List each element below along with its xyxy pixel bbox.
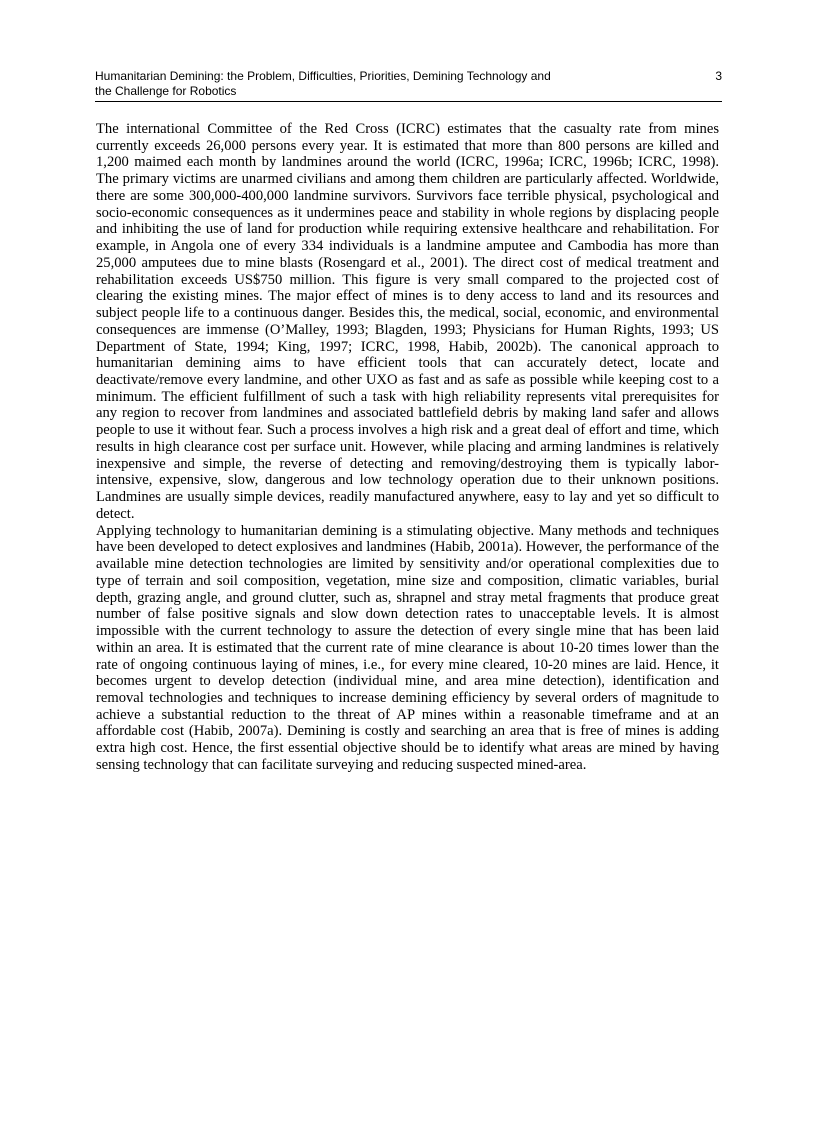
running-header-title-line-1: Humanitarian Demining: the Problem, Difficulties, Priorities, Demining Technology and	[95, 69, 551, 83]
running-header-title-line-2: the Challenge for Robotics	[95, 84, 237, 98]
running-header	[95, 69, 722, 102]
body-text	[96, 121, 719, 774]
running-header-title	[95, 69, 655, 99]
paragraph-technology: Applying technology to humanitarian demining is a stimulating objective. Many methods and techniques have been developed to detect explosives and landmines (Habib, 2001a). However, the performance of the available mine detection technologies are limited by sensitivity and/or operational complexities due to type of terrain and soil composition, vegetation, mine size and composition, climatic variables, burial depth, grazing angle, and ground clutter, such as, shrapnel and stray metal fragments that produce great number of false positive signals and slow down detection rates to unacceptable levels. It is almost impossible with the current technology to assure the detection of every single mine that has been laid within an area. It is estimated that the current rate of mine clearance is about 10-20 times lower than the rate of ongoing continuous laying of mines, i.e., for every mine cleared, 10-20 mines are laid. Hence, it becomes urgent to develop detection (individual mine, and area mine detection), identification and removal technologies and techniques to increase demining efficiency by several orders of magnitude to achieve a substantial reduction to the threat of AP mines within a reasonable timeframe and at an affordable cost (Habib, 2007a). Demining is costly and searching an area that is free of mines is adding extra high cost. Hence, the first essential objective should be to identify what areas are mined by having sensing technology that can facilitate surveying and reducing suspected mined-area.	[96, 522, 719, 773]
page-number: 3	[715, 69, 722, 83]
paragraph-casualties: The international Committee of the Red Cross (ICRC) estimates that the casualty rate from mines currently exceeds 26,000 persons every year. It is estimated that more than 800 persons are killed and 1,200 maimed each month by landmines around the world (ICRC, 1996a; ICRC, 1996b; ICRC, 1998). The primary victims are unarmed civilians and among them children are particularly affected. Worldwide, there are some 300,000-400,000 landmine survivors. Survivors face terrible physical, psychological and socio-economic consequences as it undermines peace and stability in whole regions by displacing people and inhibiting the use of land for production while requiring extensive healthcare and rehabilitation. For example, in Angola one of every 334 individuals is a landmine amputee and Cambodia has more than 25,000 amputees due to mine blasts (Rosengard et al., 2001). The direct cost of medical treatment and rehabilitation exceeds US$750 million. This figure is very small compared to the projected cost of clearing the existing mines. The major effect of mines is to deny access to land and its resources and subject people life to a continuous danger. Besides this, the medical, social, economic, and environmental consequences are immense (O’Malley, 1993; Blagden, 1993; Physicians for Human Rights, 1993; US Department of State, 1994; King, 1997; ICRC, 1998, Habib, 2002b). The canonical approach to humanitarian demining aims to have efficient tools that can accurately detect, locate and deactivate/remove every landmine, and other UXO as fast and as safe as possible while keeping cost to a minimum. The efficient fulfillment of such a task with high reliability represents vital prerequisites for any region to recover from landmines and associated battlefield debris by making land safer and allows people to use it without fear. Such a process involves a high risk and a great deal of effort and time, which results in high clearance cost per surface unit. However, while placing and arming landmines is relatively inexpensive and simple, the reverse of detecting and removing/destroying them is typically labor-intensive, expensive, slow, dangerous and low technology operation due to their unknown positions. Landmines are usually simple devices, readily manufactured anywhere, easy to lay and yet so difficult to detect.	[96, 121, 719, 522]
